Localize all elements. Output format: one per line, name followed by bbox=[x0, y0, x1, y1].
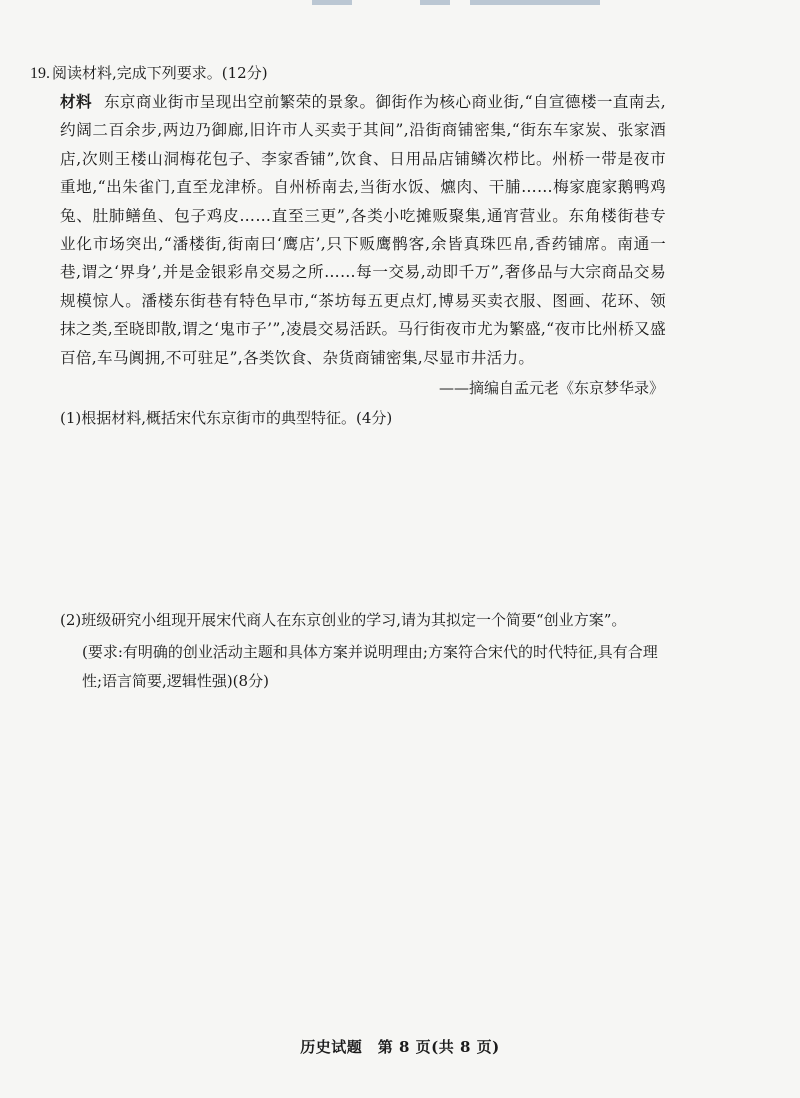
question-prompt: 阅读材料,完成下列要求。(12分) bbox=[52, 64, 268, 82]
question-number: 19. bbox=[30, 65, 50, 82]
material-label: 材料 bbox=[60, 92, 92, 111]
page-footer: 历史试题 第 8 页(共 8 页) bbox=[300, 1038, 500, 1056]
top-edge-scrap bbox=[0, 0, 800, 8]
sub-question-2-requirement: (要求:有明确的创业活动主题和具体方案并说明理由;方案符合宋代的时代特征,具有合理性;语言简要,逻辑性强)(8分) bbox=[82, 643, 658, 690]
edge-mark bbox=[470, 0, 600, 5]
material-text: 东京商业街市呈现出空前繁荣的景象。御街作为核心商业街,“自宣德楼一直南去,约阔二百余步,两边乃御廊,旧许市人买卖于其间”,沿街商铺密集,“街东车家炭、张家酒店,次则王楼山洞梅花包子、李家香铺”,饮食、日用品店铺鳞次栉比。州桥一带是夜市重地,“出朱雀门,直至龙津桥。自州桥南去,当街水饭、爊肉、干脯……梅家鹿家鹅鸭鸡兔、肚肺鳝鱼、包子鸡皮……直至三更”,各类小吃摊贩聚集,通宵营业。东角楼街巷专业化市场突出,“潘楼街,街南曰‘鹰店’,只下贩鹰鹘客,余皆真珠匹帛,香药铺席。南通一巷,谓之‘界身’,并是金银彩帛交易之所……每一交易,动即千万”,奢侈品与大宗商品交易规模惊人。潘楼东街巷有特色早市,“茶坊每五更点灯,博易买卖衣服、图画、花环、领抹之类,至晓即散,谓之‘鬼市子’”,凌晨交易活跃。马行街夜市尤为繁盛,“夜市比州桥又盛百倍,车马阗拥,不可驻足”,各类饮食、杂货商铺密集,尽显市井活力。 bbox=[60, 93, 666, 367]
edge-mark bbox=[312, 0, 352, 5]
sub-question-1: (1)根据材料,概括宋代东京街市的典型特征。(4分) bbox=[60, 409, 393, 427]
edge-mark bbox=[420, 0, 450, 5]
material-source: ——摘编自孟元老《东京梦华录》 bbox=[438, 379, 664, 397]
sub-question-2: (2)班级研究小组现开展宋代商人在东京创业的学习,请为其拟定一个简要“创业方案”。 bbox=[60, 611, 627, 629]
question-header bbox=[30, 62, 268, 83]
material-passage bbox=[60, 88, 666, 372]
